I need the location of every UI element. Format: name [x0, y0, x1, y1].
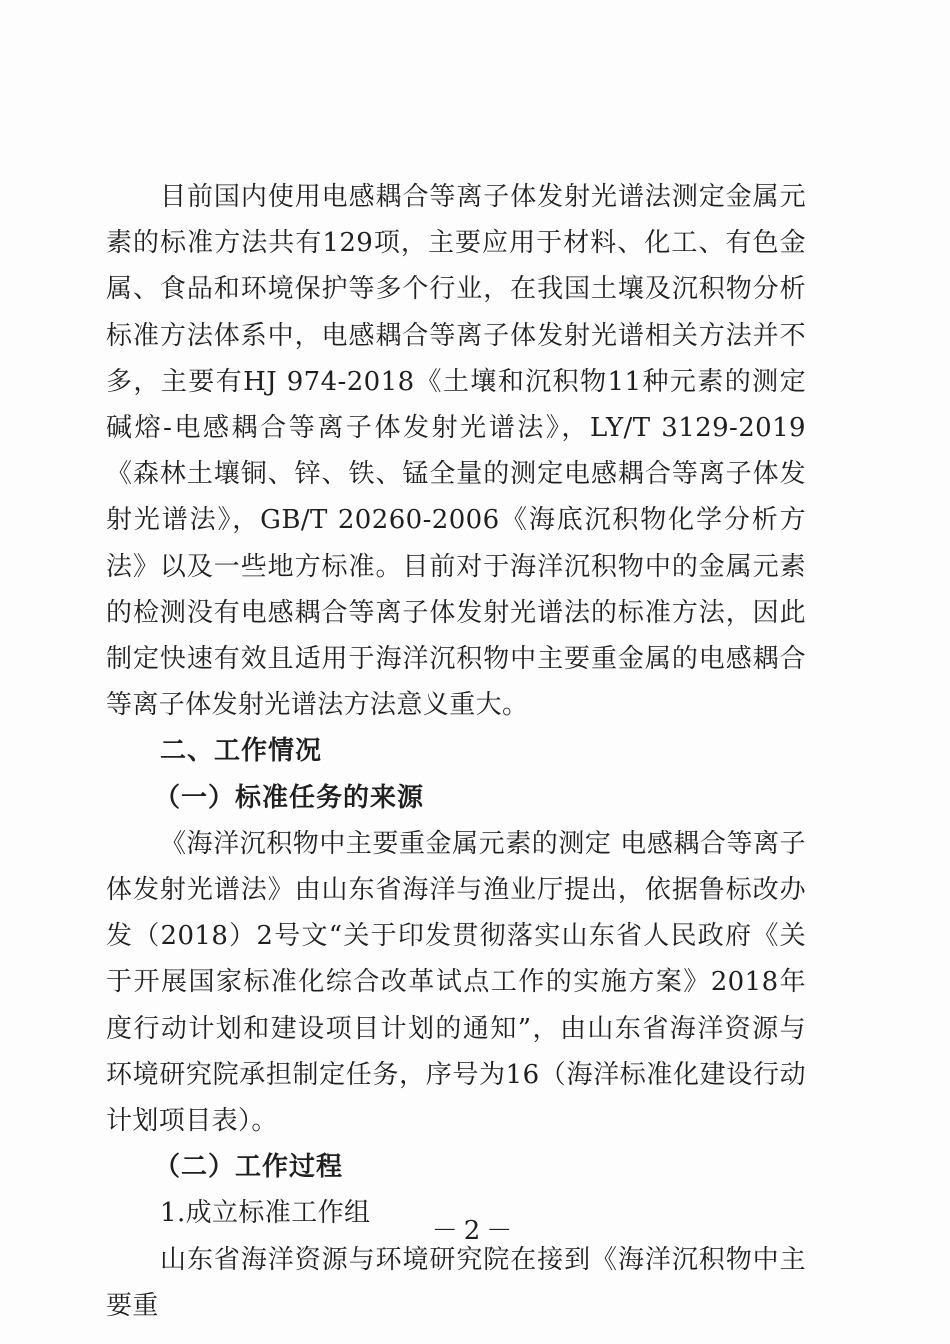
- section-heading: 二、工作情况: [160, 736, 323, 767]
- subsection-heading: （一）标准任务的来源: [154, 782, 425, 813]
- page-number: －2－: [431, 1216, 519, 1246]
- body-paragraph: 目前国内使用电感耦合等离子体发射光谱法测定金属元素的标准方法共有129项，主要应用于材料、化工、有色金属、食品和环境保护等多个行业，在我国土壤及沉积物分析标准方法体系中，电感耦合等离子体发射光谱相关方法并不多，主要有HJ 974-2018《土壤和沉积物11种元素的测定 碱熔-电感耦合等离子体发射光谱法》，LY/T 3129-2019《森林土壤铜、锌、铁、锰全量的测定电感耦合等离子体发射光谱法》，GB/T 20260-2006《海底沉积物化学分析方法》以及一些地方标准。目前对于海洋沉积物中的金属元素的检测没有电感耦合等离子体发射光谱法的标准方法，因此制定快速有效且适用于海洋沉积物中主要重金属的电感耦合等离子体发射光谱法方法意义重大。: [106, 182, 806, 721]
- subsection-heading: （二）工作过程: [154, 1152, 344, 1183]
- body-paragraph: 《海洋沉积物中主要重金属元素的测定 电感耦合等离子体发射光谱法》由山东省海洋与渔业厅提出，依据鲁标改办发（2018）2号文“关于印发贯彻落实山东省人民政府《关于开展国家标准化综合改革试点工作的实施方案》2018年度行动计划和建设项目计划的通知”，由山东省海洋资源与环境研究院承担制定任务，序号为16（海洋标准化建设行动计划项目表）。: [106, 828, 806, 1137]
- document-body: [106, 174, 806, 1329]
- list-item-heading: 1.成立标准工作组: [160, 1198, 371, 1229]
- body-paragraph: 山东省海洋资源与环境研究院在接到《海洋沉积物中主要重: [106, 1244, 806, 1321]
